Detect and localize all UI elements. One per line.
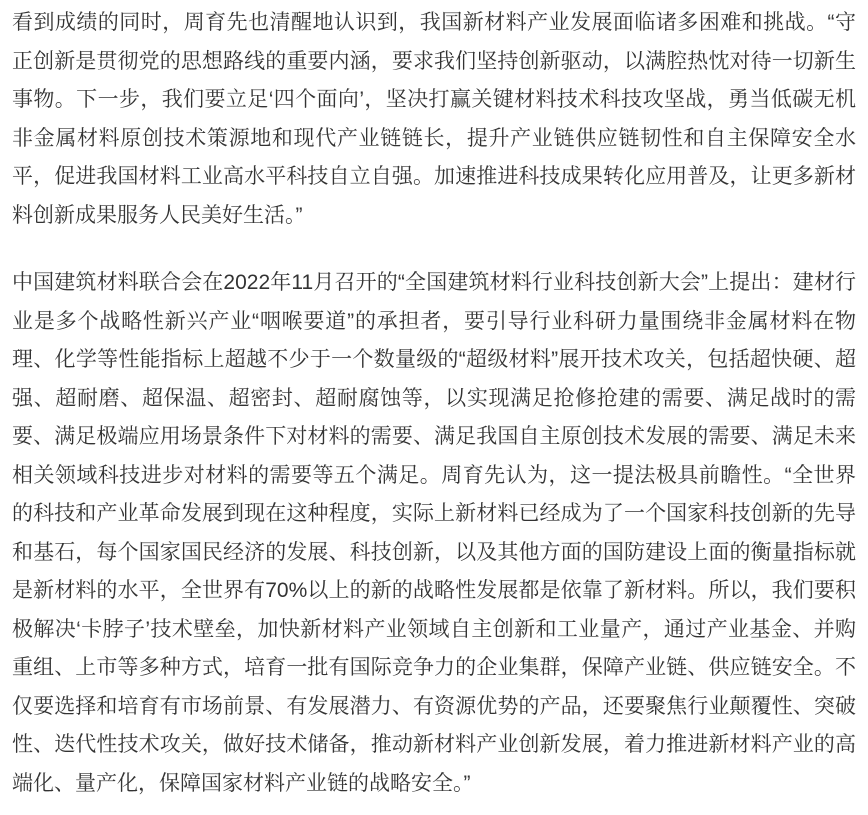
article-paragraph-1: 看到成绩的同时，周育先也清醒地认识到，我国新材料产业发展面临诸多困难和挑战。“守正创新是贯彻党的思想路线的重要内涵，要求我们坚持创新驱动，以满腔热忱对待一切新生事物。下一步，我们要立足‘四个面向’，坚决打赢关键材料技术科技攻坚战，勇当低碳无机非金属材料原创技术策源地和现代产业链链长，提升产业链供应链韧性和自主保障安全水平，促进我国材料工业高水平科技自立自强。加速推进科技成果转化应用普及，让更多新材料创新成果服务人民美好生活。” (12, 11, 856, 227)
article-paragraph-2: 中国建筑材料联合会在2022年11月召开的“全国建筑材料行业科技创新大会”上提出：建材行业是多个战略性新兴产业“咽喉要道”的承担者，要引导行业科研力量围绕非金属材料在物理、化学等性能指标上超越不少于一个数量级的“超级材料”展开技术攻关，包括超快硬、超强、超耐磨、超保温、超密封、超耐腐蚀等，以实现满足抢修抢建的需要、满足战时的需要、满足极端应用场景条件下对材料的需要、满足我国自主原创技术发展的需要、满足未来相关领域科技进步对材料的需要等五个满足。周育先认为，这一提法极具前瞻性。“全世界的科技和产业革命发展到现在这种程度，实际上新材料已经成为了一个国家科技创新的先导和基石，每个国家国民经济的发展、科技创新，以及其他方面的国防建设上面的衡量指标就是新材料的水平，全世界有70%以上的新的战略性发展都是依靠了新材料。所以，我们要积极解决‘卡脖子’技术壁垒，加快新材料产业领域自主创新和工业量产，通过产业基金、并购重组、上市等多种方式，培育一批有国际竞争力的企业集群，保障产业链、供应链安全。不仅要选择和培育有市场前景、有发展潜力、有资源优势的产品，还要聚焦行业颠覆性、突破性、迭代性技术攻关，做好技术储备，推动新材料产业创新发展，着力推进新材料产业的高端化、量产化，保障国家材料产业链的战略安全。” (12, 271, 856, 795)
